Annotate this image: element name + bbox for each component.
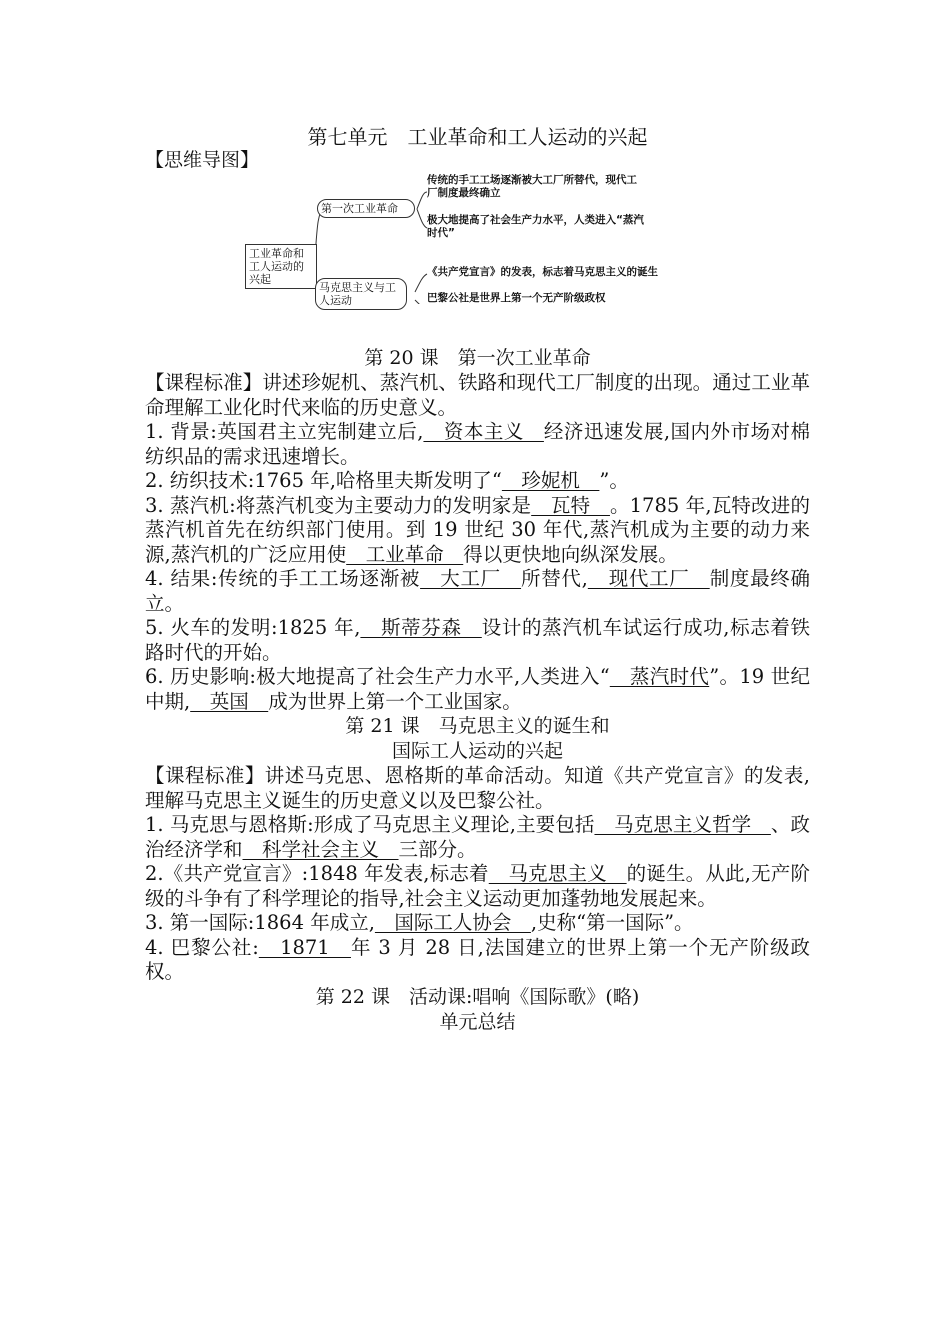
- mind-map-leaf-1: 传统的手工工场逐渐被大工厂所替代，现代工厂制度最终确立: [427, 174, 637, 199]
- standard-label: 【课程标准】: [145, 764, 265, 787]
- answer-blank: 瓦特: [531, 493, 610, 517]
- lesson-20-item-1: 1. 背景:英国君主立宪制建立后, 资本主义 经济迅速发展,国内外市场对棉纺织品的需求迅速增长。: [145, 420, 810, 468]
- answer-blank: 资本主义: [423, 420, 544, 443]
- standard-label: 【课程标准】: [145, 371, 263, 394]
- answer-blank: 英国: [190, 689, 269, 713]
- answer-blank: 斯蒂芬森: [360, 616, 482, 639]
- answer-blank: 珍妮机: [501, 469, 600, 492]
- unit-title: 第七单元 工业革命和工人运动的兴起: [307, 125, 648, 149]
- mind-map-root: 工业革命和工人运动的兴起: [245, 244, 317, 289]
- lesson-21-item-1: 1. 马克思与恩格斯:形成了马克思主义理论,主要包括 马克思主义哲学 、政治经济学和 科学社会主义 三部分。: [145, 813, 810, 861]
- lesson-20-standard: 【课程标准】讲述珍妮机、蒸汽机、铁路和现代工厂制度的出现。通过工业革命理解工业化时代来临的历史意义。: [145, 371, 810, 419]
- answer-blank: 蒸汽时代: [609, 665, 710, 688]
- lesson-20-title: 第 20 课 第一次工业革命: [364, 347, 591, 369]
- answer-blank: 1871: [258, 935, 351, 959]
- lesson-21-item-4: 4. 巴黎公社: 1871 年 3 月 28 日,法国建立的世界上第一个无产阶级政权。: [145, 935, 810, 983]
- mind-map-leaf-3: 《共产党宣言》的发表，标志着马克思主义的诞生: [427, 266, 658, 278]
- mind-map-branch-2: 马克思主义与工人运动: [315, 278, 407, 310]
- lesson-21-item-2: 2.《共产党宣言》:1848 年发表,标志着 马克思主义 的诞生。从此,无产阶级的斗争有了科学理论的指导,社会主义运动更加蓬勃地发展起来。: [145, 862, 811, 910]
- lesson-21-standard: 【课程标准】讲述马克思、恩格斯的革命活动。知道《共产党宣言》的发表,理解马克思主义诞生的历史意义以及巴黎公社。: [145, 764, 810, 812]
- lesson-20-item-5: 5. 火车的发明:1825 年, 斯蒂芬森 设计的蒸汽机车试运行成功,标志着铁路时代的开始。: [145, 616, 810, 664]
- lesson-21-title-line-2: 国际工人运动的兴起: [391, 740, 563, 762]
- answer-blank: 国际工人协会: [374, 911, 531, 934]
- unit-summary-title: 单元总结: [439, 1010, 516, 1033]
- answer-blank: 马克思主义: [488, 862, 627, 885]
- mind-map-leaf-2: 极大地提高了社会生产力水平，人类进入“蒸汽时代”: [427, 214, 644, 239]
- answer-blank: 科学社会主义: [242, 837, 399, 861]
- lesson-20-item-2: 2. 纺织技术:1765 年,哈格里夫斯发明了“ 珍妮机 ”。: [145, 469, 629, 492]
- answer-blank: 现代工厂: [587, 567, 710, 590]
- lesson-21-title-line-1: 第 21 课 马克思主义的诞生和: [345, 715, 610, 737]
- lesson-22-title: 第 22 课 活动课:唱响《国际歌》(略): [315, 985, 640, 1008]
- mind-map-leaf-4: 巴黎公社是世界上第一个无产阶级政权: [427, 292, 606, 304]
- mind-map-branch-1: 第一次工业革命: [317, 199, 415, 218]
- lesson-20-item-6: 6. 历史影响:极大地提高了社会生产力水平,人类进入“ 蒸汽时代”。19 世纪中期, 英国 成为世界上第一个工业国家。: [145, 665, 810, 713]
- mindmap-section-label: 【思维导图】: [145, 149, 260, 171]
- document-page: [145, 122, 810, 1035]
- answer-blank: 马克思主义哲学: [594, 813, 771, 836]
- lesson-21-item-3: 3. 第一国际:1864 年成立, 国际工人协会 ,史称“第一国际”。: [145, 911, 694, 934]
- connector-branch1-leaf2: [417, 209, 427, 228]
- mind-map: [245, 174, 675, 307]
- connector-branch2-leaf1: [415, 274, 427, 292]
- answer-blank: 工业革命: [346, 542, 464, 566]
- connector-branch1-leaf1: [417, 192, 427, 209]
- connector-branch2-leaf2: [415, 300, 427, 304]
- lesson-20-item-4: 4. 结果:传统的手工工场逐渐被 大工厂 所替代, 现代工厂 制度最终确立。: [145, 567, 810, 615]
- lesson-20-item-3: 3. 蒸汽机:将蒸汽机变为主要动力的发明家是 瓦特 。1785 年,瓦特改进的蒸汽机首先在纺织部门使用。到 19 世纪 30 年代,蒸汽机成为主要的动力来源,蒸汽机的广泛应用使 工业革命 得以更快地向纵深发展。: [145, 493, 810, 566]
- answer-blank: 大工厂: [420, 567, 522, 590]
